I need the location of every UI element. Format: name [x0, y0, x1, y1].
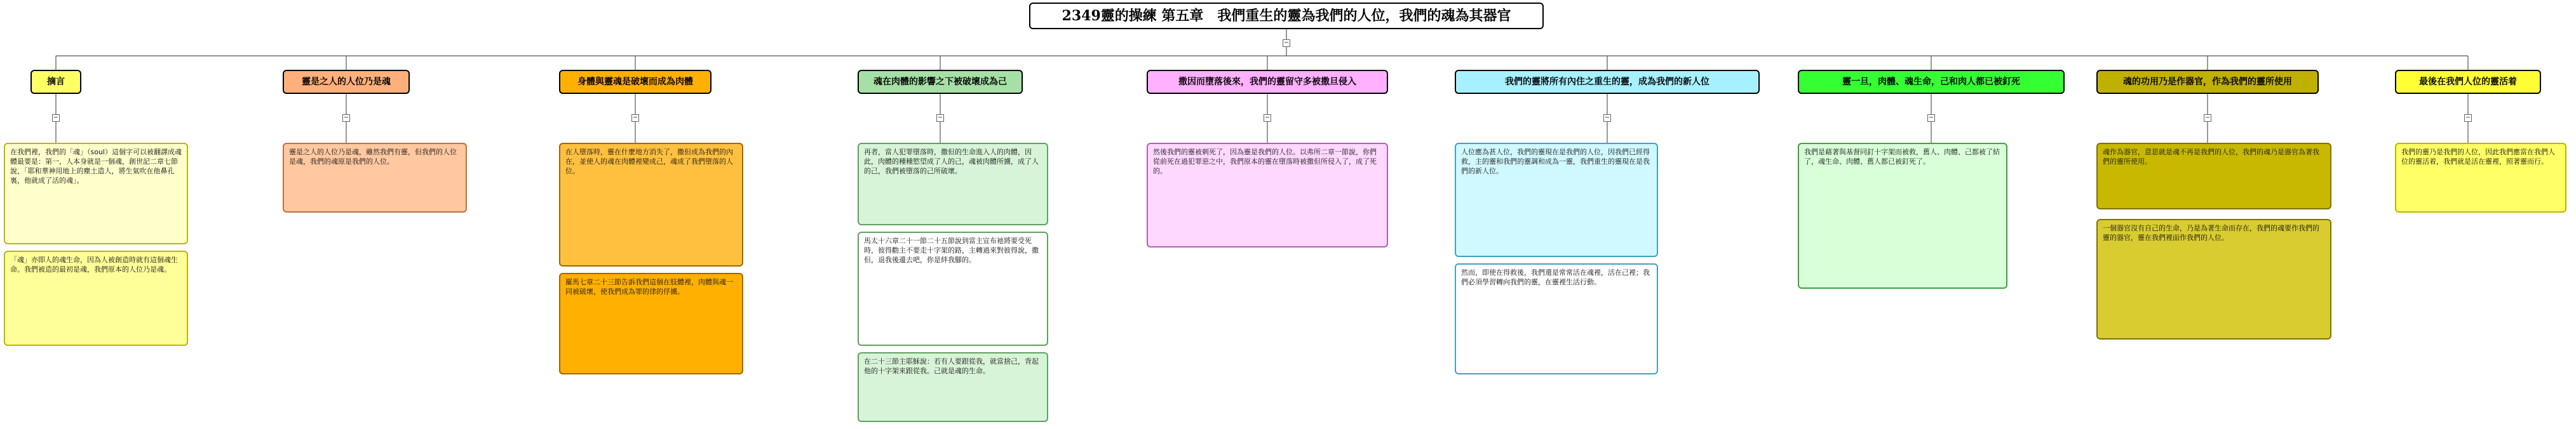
note-organ-2[interactable]: 一個器官沒有自己的生命，乃是為著生命而存在，我們的魂要作我們的靈的器官，靈在我們裡面作我們的人位。	[2096, 219, 2331, 340]
mindmap-root-title[interactable]: 2349靈的操練 第五章 我們重生的靈為我們的人位，我們的魂為其器官	[1029, 3, 1544, 29]
branch-head-9[interactable]: 最後在我們人位的靈活着	[2395, 70, 2541, 94]
note-summary-1[interactable]: 在我們裡，我們的「魂」（soul）這個字可以被翻譯成魂體最要是：第一，人本身就是一個魂，創世記二章七節說，「耶和華神用地上的塵土造人，將生氣吹在他鼻孔裏，他就成了活的魂」。	[4, 143, 188, 244]
note-flesh-2[interactable]: 羅馬七章二十三節告訴我們這個在肢體裡，肉體與魂一同被破壞，使我們成為罪的律的俘擄。	[559, 273, 743, 374]
branch-head-4[interactable]: 魂在肉體的影響之下被破壞成為己	[858, 70, 1023, 94]
branch-collapse-toggle[interactable]: −	[53, 114, 59, 121]
note-new-person-1[interactable]: 人位應為甚人位，我們的靈現在是我們的人位，因我們已經得救，主的靈和我們的靈調和成為一靈，我們重生的靈現在是我們的新人位。	[1455, 143, 1658, 257]
branch-collapse-toggle[interactable]: −	[1264, 114, 1271, 121]
branch-collapse-toggle[interactable]: −	[343, 114, 349, 121]
note-crucified[interactable]: 我們是藉著與基督同釘十字架而被救，舊人、肉體、己都被了結了，魂生命、肉體、舊人都已被釘死了。	[1798, 143, 2007, 289]
note-flesh-1[interactable]: 在人墮落時，靈在什麼地方消失了，撒但成為我們的內在，並使人的魂在肉體裡變成己，魂成了我們墮落的人位。	[559, 143, 743, 267]
branch-collapse-toggle[interactable]: −	[1928, 114, 1934, 121]
note-organ-1[interactable]: 魂作為器官，意思就是魂不再是我們的人位，我們的魂乃是器官為著我們的靈所使用。	[2096, 143, 2331, 209]
note-live-in-spirit[interactable]: 我們的靈乃是我們的人位，因此我們應當在我們人位的靈活着，我們就是活在靈裡，照著靈而行。	[2395, 143, 2566, 213]
note-soul-person[interactable]: 靈是之人的人位乃是魂，雖然我們有靈，但我們的人位是魂，我們的魂原是我們的人位。	[283, 143, 467, 213]
branch-collapse-toggle[interactable]: −	[2465, 114, 2471, 121]
note-self-2[interactable]: 馬太十六章二十一節二十五節說到當主宣布祂將要受死時，彼得勸主不要走十字架的路，主轉過來對彼得說，撒但，退我後邊去吧，你是絆我腳的。	[858, 232, 1048, 346]
branch-collapse-toggle[interactable]: −	[2204, 114, 2211, 121]
branch-head-8[interactable]: 魂的功用乃是作器官，作為我們的靈所使用	[2096, 70, 2319, 94]
root-collapse-toggle[interactable]: −	[1283, 39, 1290, 46]
branch-head-7[interactable]: 靈一旦，肉體、魂生命，己和肉人都已被釘死	[1798, 70, 2065, 94]
branch-head-5[interactable]: 撒因而墮落後來，我們的靈留守多被撒旦侵入	[1147, 70, 1388, 94]
branch-head-1[interactable]: 摘言	[30, 70, 81, 94]
branch-head-6[interactable]: 我們的靈將所有內住之重生的靈，成為我們的新人位	[1455, 70, 1760, 94]
branch-collapse-toggle[interactable]: −	[632, 114, 638, 121]
note-self-3[interactable]: 在二十三節主耶穌說：若有人要跟從我，就當捨己，背起他的十字架來跟從我。己就是魂的生命。	[858, 352, 1048, 422]
branch-collapse-toggle[interactable]: −	[1604, 114, 1610, 121]
branch-head-2[interactable]: 靈是之人的人位乃是魂	[283, 70, 410, 94]
note-spirit-deadened[interactable]: 然後我們的靈被刺死了，因為靈是我們的人位。以弗所二章一節說，你們從前死在過犯罪惡之中，我們原本的靈在墮落時被撒但所侵入了，成了死的。	[1147, 143, 1388, 248]
note-self-1[interactable]: 再者，當人犯罪墮落時，撒但的生命進入人的肉體，因此，肉體的種種慾望成了人的己，魂被肉體所擄，成了人的己，我們被墮落的己所破壞。	[858, 143, 1048, 225]
note-summary-2[interactable]: 「魂」亦即人的魂生命，因為人被創造時就有這個魂生命。我們被造的最初是魂，我們原本的人位乃是魂。	[4, 251, 188, 346]
note-new-person-2[interactable]: 然而，即使在得救後，我們還是常常活在魂裡，活在己裡；我們必須學習轉向我們的靈，在靈裡生活行動。	[1455, 263, 1658, 374]
branch-head-3[interactable]: 身體與靈魂是破壞而成為肉體	[559, 70, 711, 94]
branch-collapse-toggle[interactable]: −	[937, 114, 943, 121]
